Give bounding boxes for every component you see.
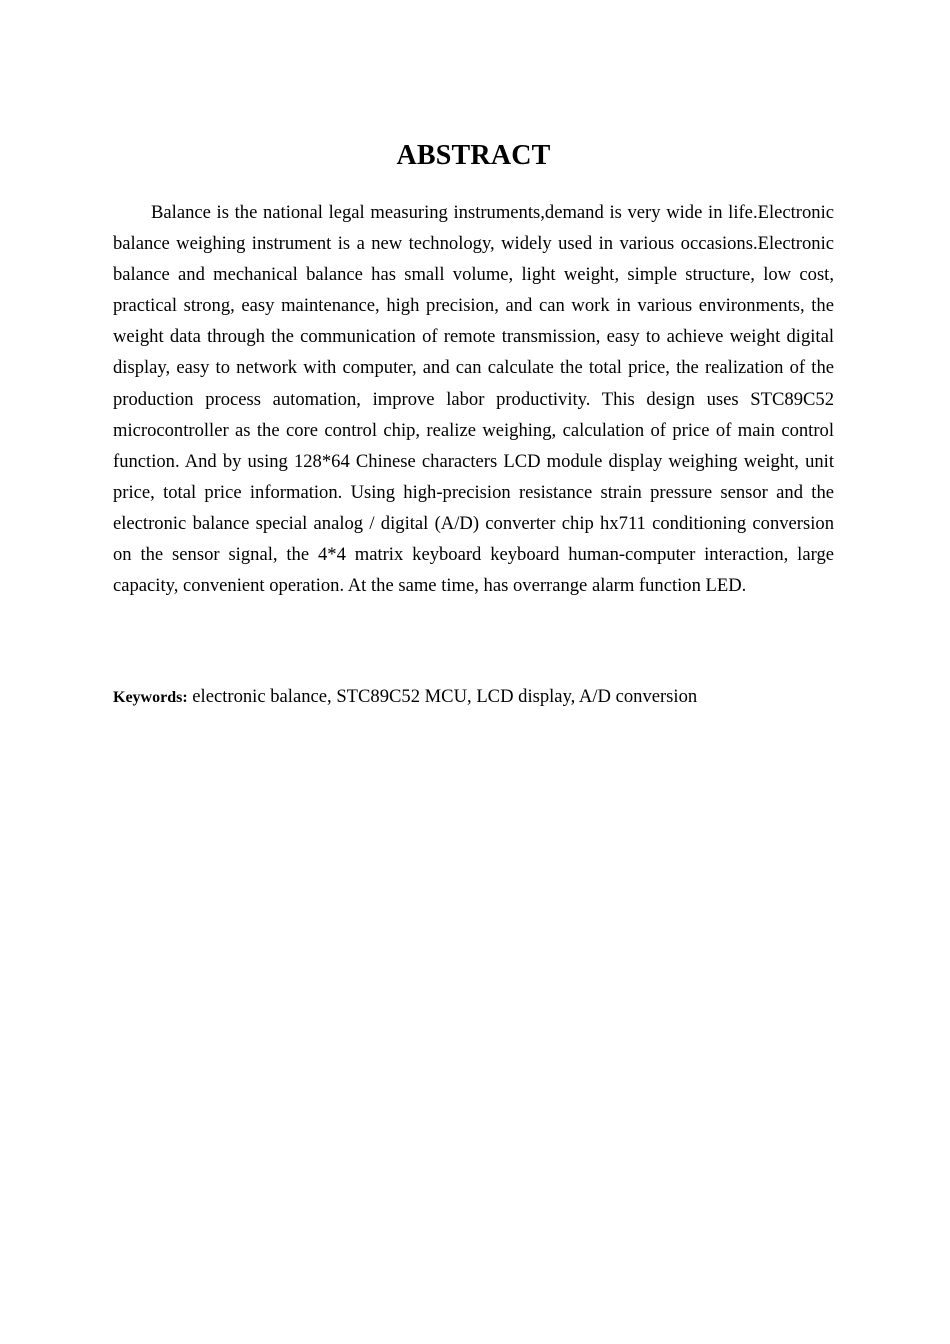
abstract-body: Balance is the national legal measuring instruments,demand is very wide in life.Electronic balance weighing instrument is a new technology, widely used in various occasions.Electronic balance and mechanical balance has small volume, light weight, simple structure, low cost, practical strong, easy maintenance, high precision, and can work in various environments, the weight data through the communication of remote transmission, easy to achieve weight digital display, easy to network with computer, and can calculate the total price, the realization of the production process automation, improve labor productivity. This design uses STC89C52 microcontroller as the core control chip, realize weighing, calculation of price of main control function. And by using 128*64 Chinese characters LCD module display weighing weight, unit price, total price information. Using high-precision resistance strain pressure sensor and the electronic balance special analog / digital (A/D) converter chip hx711 conditioning conversion on the sensor signal, the 4*4 matrix keyboard keyboard human-computer interaction, large capacity, convenient operation. At the same time, has overrange alarm function LED.	[113, 202, 834, 597]
keywords-line	[113, 683, 834, 712]
keywords-label: Keywords:	[113, 689, 188, 706]
keywords-text: electronic balance, STC89C52 MCU, LCD display, A/D conversion	[187, 686, 698, 707]
abstract-title: ABSTRACT	[396, 140, 551, 171]
